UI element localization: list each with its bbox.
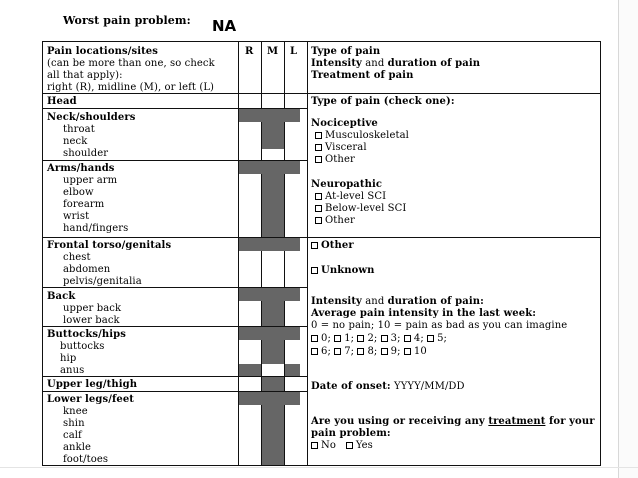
checkbox-0[interactable] (311, 335, 318, 342)
item-hip: hip (60, 353, 77, 364)
intensity-scale-definition: 0 = no pain; 10 = pain as bad as you can imagine (311, 320, 568, 331)
shade-l-anus (285, 364, 300, 376)
pain-locations-note-3: right (R), midline (M), or left (L) (47, 82, 215, 93)
right-panel-left-border (307, 41, 308, 466)
label-8: 8; (367, 346, 378, 357)
date-of-onset-row (311, 381, 465, 392)
item-throat: throat (63, 124, 95, 135)
header-divider (42, 93, 601, 94)
label-no: No (321, 440, 336, 451)
shade-lower-legs-row (239, 392, 300, 405)
intensity-scale-row-2 (311, 346, 427, 357)
label-1: 1; (344, 333, 355, 344)
pain-locations-title: Pain locations/sites (47, 46, 158, 57)
label-unknown: Unknown (321, 265, 375, 276)
option-other (311, 240, 354, 251)
treatment-answers (311, 440, 373, 451)
option-visceral (315, 142, 367, 153)
item-shoulder: shoulder (63, 148, 109, 159)
checkbox-1[interactable] (334, 335, 341, 342)
item-abdomen: abdomen (63, 264, 111, 275)
shade-m-arms (262, 174, 284, 237)
item-hand-fingers: hand/fingers (63, 223, 129, 234)
section-title-neck-shoulders: Neck/shoulders (47, 112, 136, 123)
item-calf: calf (63, 430, 82, 441)
label-9: 9; (390, 346, 401, 357)
intensity-word: Intensity (311, 58, 362, 69)
label-4: 4; (413, 333, 424, 344)
right-header-treatment: Treatment of pain (311, 70, 414, 81)
option-unknown (311, 265, 374, 276)
checkbox-nociceptive-other[interactable] (315, 156, 322, 163)
intensity-scale-row-1 (311, 333, 447, 344)
checkbox-2[interactable] (357, 335, 364, 342)
intensity-and-word: and (361, 296, 388, 307)
label-neuropathic-other: Other (325, 215, 355, 226)
section-title-buttocks-hips: Buttocks/hips (47, 329, 126, 340)
right-header-intensity (311, 58, 480, 69)
slide-side-border (618, 0, 638, 478)
checkbox-3[interactable] (381, 335, 388, 342)
shade-m-back (262, 301, 284, 326)
label-10: 10 (413, 346, 427, 357)
item-upper-back: upper back (63, 303, 122, 314)
checkbox-7[interactable] (334, 348, 341, 355)
label-other: Other (321, 240, 354, 251)
checkbox-10[interactable] (404, 348, 411, 355)
item-shin: shin (63, 418, 85, 429)
item-elbow: elbow (63, 187, 94, 198)
date-of-onset-value[interactable]: YYYY/MM/DD (390, 381, 465, 392)
date-of-onset-label: Date of onset: (311, 381, 391, 392)
option-nociceptive-other (315, 154, 355, 165)
label-3: 3; (390, 333, 401, 344)
item-upper-arm: upper arm (63, 175, 118, 186)
checkbox-musculoskeletal[interactable] (315, 132, 322, 139)
neuropathic-title: Neuropathic (311, 179, 383, 190)
shade-torso-row (239, 238, 300, 251)
intensity-duration-title (311, 296, 484, 307)
section-title-upper-leg-thigh: Upper leg/thigh (47, 379, 138, 390)
label-0: 0; (321, 333, 331, 344)
item-anus: anus (60, 365, 85, 376)
col-header-r: R (245, 46, 254, 57)
treatment-question-line-2: pain problem: (311, 428, 391, 439)
of-pain-title-word: of pain: (436, 296, 484, 307)
item-lower-back: lower back (63, 315, 120, 326)
label-visceral: Visceral (325, 142, 367, 153)
item-foot-toes: foot/toes (63, 454, 109, 465)
checkbox-at-level-sci[interactable] (315, 193, 322, 200)
shade-m-buttocks-hip (262, 340, 284, 364)
checkbox-4[interactable] (404, 335, 411, 342)
item-knee: knee (63, 406, 88, 417)
worst-pain-label: Worst pain problem: (63, 14, 191, 27)
col-header-l: L (290, 46, 298, 57)
treatment-question-line-1 (311, 416, 595, 427)
shade-arms-row (239, 161, 300, 174)
label-musculoskeletal: Musculoskeletal (325, 130, 409, 141)
section-title-frontal-torso: Frontal torso/genitals (47, 240, 172, 251)
slide-bottom-rule (0, 467, 638, 468)
checkbox-visceral[interactable] (315, 144, 322, 151)
shade-back-row (239, 288, 300, 301)
type-check-one-label: Type of pain (check one): (311, 96, 455, 107)
item-buttocks: buttocks (60, 341, 105, 352)
na-value: NA (212, 17, 237, 35)
label-6: 6; (321, 346, 331, 357)
item-forearm: forearm (63, 199, 105, 210)
duration-words: duration of pain (387, 58, 481, 69)
option-below-level-sci (315, 203, 406, 214)
treatment-word: treatment (488, 416, 546, 427)
checkbox-6[interactable] (311, 348, 318, 355)
label-7: 7; (344, 346, 355, 357)
treatment-question-prefix: Are you using or receiving any (311, 416, 489, 427)
nociceptive-title: Nociceptive (311, 118, 378, 129)
section-title-back: Back (47, 291, 76, 302)
table-left-border (42, 41, 43, 466)
item-chest: chest (63, 252, 91, 263)
checkbox-5[interactable] (427, 335, 434, 342)
label-at-level-sci: At-level SCI (325, 191, 387, 202)
label-nociceptive-other: Other (325, 154, 355, 165)
label-yes: Yes (355, 440, 373, 451)
item-ankle: ankle (63, 442, 92, 453)
and-word: and (361, 58, 388, 69)
shade-r-anus (239, 364, 261, 376)
shade-m-thigh (262, 377, 284, 391)
checkbox-8[interactable] (357, 348, 364, 355)
right-header-type: Type of pain (311, 46, 381, 57)
table-top-border (42, 41, 601, 42)
section-title-head: Head (47, 96, 77, 107)
col-header-m: M (267, 46, 279, 57)
shade-m-lower-legs (262, 405, 284, 465)
checkbox-neuropathic-other[interactable] (315, 217, 322, 224)
item-wrist: wrist (63, 211, 90, 222)
checkbox-unknown[interactable] (311, 267, 318, 274)
table-right-border (600, 41, 601, 466)
section-title-lower-legs-feet: Lower legs/feet (47, 394, 135, 405)
option-musculoskeletal (315, 130, 409, 141)
shade-m-throat-neck (262, 122, 284, 149)
checkbox-yes[interactable] (346, 442, 353, 449)
table-bottom-border (42, 465, 601, 466)
option-at-level-sci (315, 191, 386, 202)
arms-divider (42, 237, 601, 238)
item-neck: neck (63, 136, 88, 147)
option-neuropathic-other (315, 215, 355, 226)
checkbox-9[interactable] (381, 348, 388, 355)
label-2: 2; (367, 333, 378, 344)
label-5: 5; (437, 333, 448, 344)
checkbox-other[interactable] (311, 242, 318, 249)
pain-locations-note-1: (can be more than one, so check (47, 58, 215, 69)
shade-neck-row (239, 109, 300, 122)
checkbox-no[interactable] (311, 442, 318, 449)
treatment-question-suffix: for your (545, 416, 595, 427)
duration-title-word: duration (387, 296, 437, 307)
pain-locations-note-2: all that apply): (47, 70, 123, 81)
average-intensity-question: Average pain intensity in the last week: (311, 308, 537, 319)
intensity-title-word: Intensity (311, 296, 362, 307)
checkbox-below-level-sci[interactable] (315, 205, 322, 212)
item-pelvis-genitalia: pelvis/genitalia (63, 276, 142, 287)
shade-buttocks-row (239, 327, 300, 340)
section-title-arms-hands: Arms/hands (47, 163, 115, 174)
label-below-level-sci: Below-level SCI (325, 203, 407, 214)
